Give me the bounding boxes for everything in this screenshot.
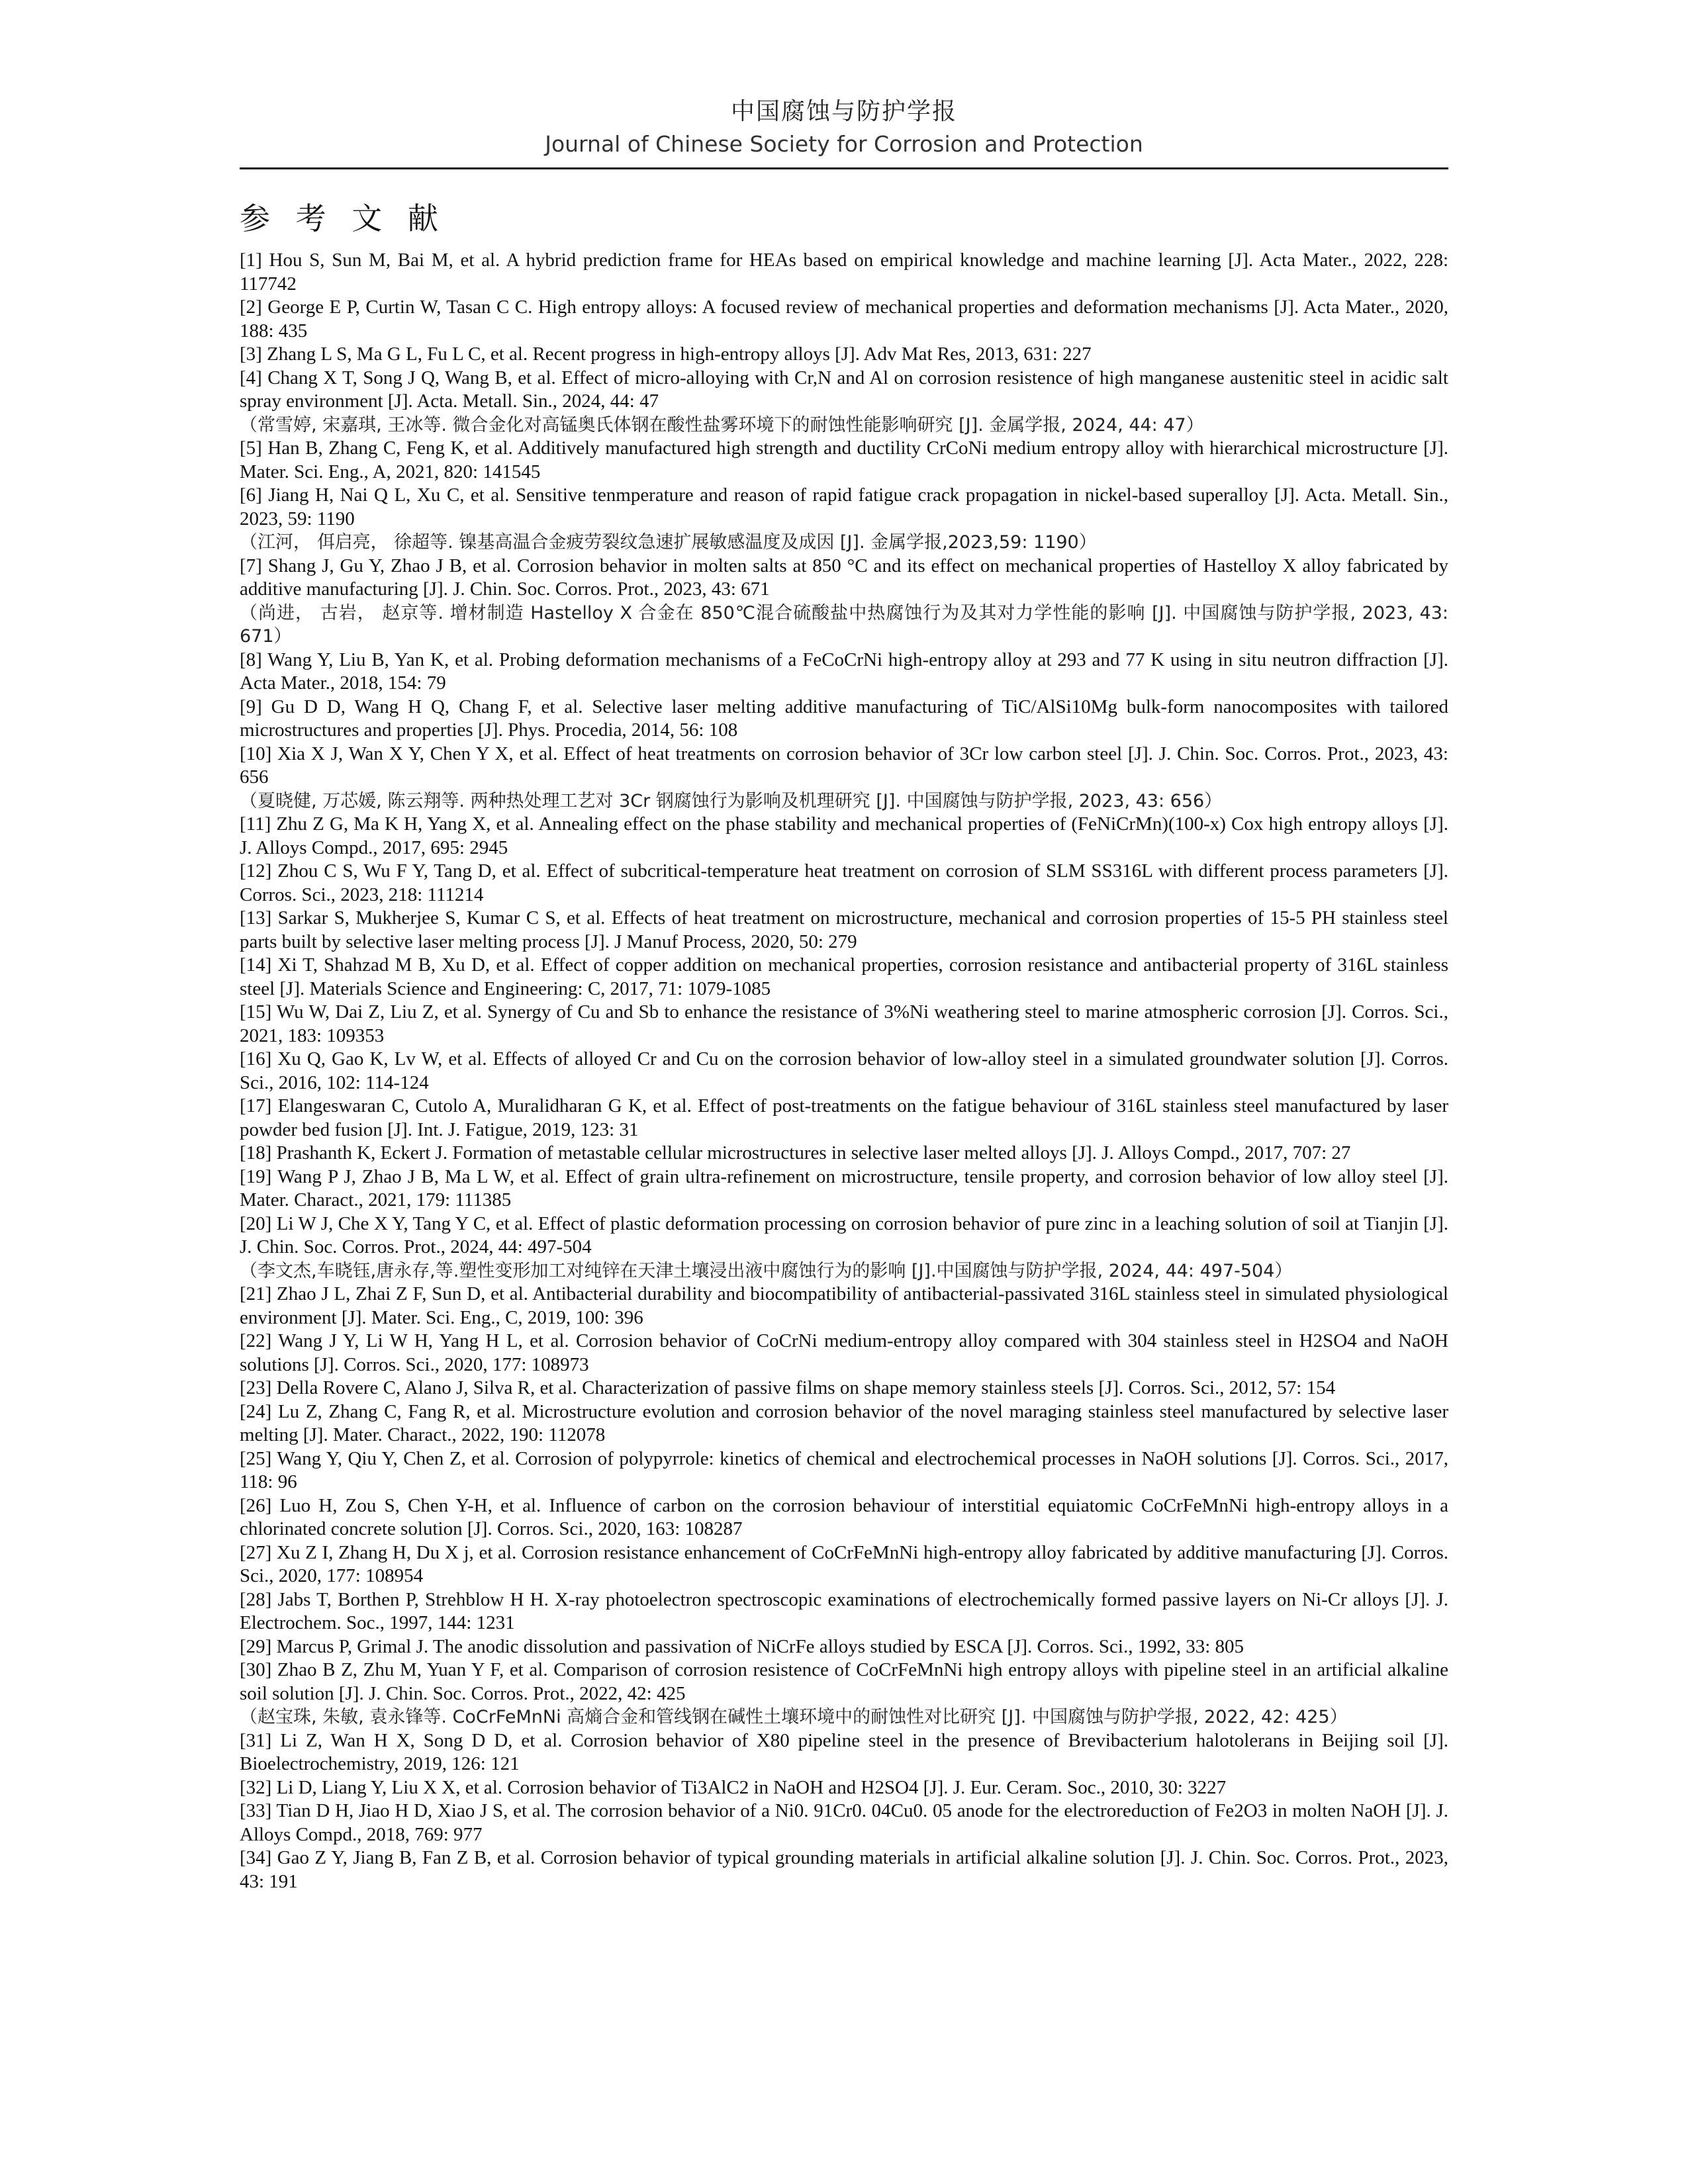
- reference-entry: [34] Gao Z Y, Jiang B, Fan Z B, et al. Corrosion behavior of typical grounding materials in artificial alkaline solution [J]. J. Chin. Soc. Corros. Prot., 2023, 43: 191: [240, 1847, 1448, 1892]
- reference-entry: [8] Wang Y, Liu B, Yan K, et al. Probing deformation mechanisms of a FeCoCrNi high-entropy alloy at 293 and 77 K using in situ neutron diffraction [J]. Acta Mater., 2018, 154: 79: [240, 649, 1448, 694]
- reference-translation: （江河， 佴启亮， 徐超等. 镍基高温合金疲劳裂纹急速扩展敏感温度及成因 [J]. 金属学报,2023,59: 1190）: [240, 532, 1097, 553]
- reference-entry: [28] Jabs T, Borthen P, Strehblow H H. X-ray photoelectron spectroscopic examinations of electrochemically formed passive layers on Ni-Cr alloys [J]. J. Electrochem. Soc., 1997, 144: 1231: [240, 1588, 1448, 1633]
- reference-entry: [7] Shang J, Gu Y, Zhao J B, et al. Corrosion behavior in molten salts at 850 °C and its effect on mechanical properties of Hastelloy X alloy fabricated by additive manufacturing [J]. J. Chin. Soc. Corros. Prot., 2023, 43: 671: [240, 555, 1448, 600]
- reference-entry: [17] Elangeswaran C, Cutolo A, Muralidharan G K, et al. Effect of post-treatments on the fatigue behaviour of 316L stainless steel manufactured by laser powder bed fusion [J]. Int. J. Fatigue, 2019, 123: 31: [240, 1095, 1448, 1140]
- reference-entry: [22] Wang J Y, Li W H, Yang H L, et al. Corrosion behavior of CoCrNi medium-entropy alloy compared with 304 stainless steel in H2SO4 and NaOH solutions [J]. Corros. Sci., 2020, 177: 108973: [240, 1330, 1448, 1375]
- reference-entry: [23] Della Rovere C, Alano J, Silva R, et al. Characterization of passive films on shape memory stainless steels [J]. Corros. Sci., 2012, 57: 154: [240, 1377, 1336, 1398]
- journal-title-en: Journal of Chinese Society for Corrosion and Protection: [545, 131, 1143, 157]
- reference-entry: [4] Chang X T, Song J Q, Wang B, et al. Effect of micro-alloying with Cr,N and Al on corrosion resistence of high manganese austenitic steel in acidic salt spray environment [J]. Acta. Metall. Sin., 2024, 44: 47: [240, 367, 1448, 412]
- running-header: [240, 97, 1448, 159]
- reference-entry: [14] Xi T, Shahzad M B, Xu D, et al. Effect of copper addition on mechanical properties, corrosion resistance and antibacterial property of 316L stainless steel [J]. Materials Science and Engineering: C, 2017, 71: 1079-1085: [240, 954, 1448, 999]
- reference-entry: [13] Sarkar S, Mukherjee S, Kumar C S, et al. Effects of heat treatment on microstructure, mechanical and corrosion properties of 15-5 PH stainless steel parts built by selective laser melting process [J]. J Manuf Process, 2020, 50: 279: [240, 907, 1448, 952]
- reference-translation: （夏晓健, 万芯媛, 陈云翔等. 两种热处理工艺对 3Cr 钢腐蚀行为影响及机理研究 [J]. 中国腐蚀与防护学报, 2023, 43: 656）: [240, 790, 1223, 811]
- reference-entry: [16] Xu Q, Gao K, Lv W, et al. Effects of alloyed Cr and Cu on the corrosion behavior of low-alloy steel in a simulated groundwater solution [J]. Corros. Sci., 2016, 102: 114-124: [240, 1048, 1448, 1093]
- reference-entry: [12] Zhou C S, Wu F Y, Tang D, et al. Effect of subcritical-temperature heat treatment on corrosion of SLM SS316L with different process parameters [J]. Corros. Sci., 2023, 218: 111214: [240, 860, 1448, 905]
- reference-entry: [32] Li D, Liang Y, Liu X X, et al. Corrosion behavior of Ti3AlC2 in NaOH and H2SO4 [J]. J. Eur. Ceram. Soc., 2010, 30: 3227: [240, 1776, 1227, 1798]
- reference-translation: （赵宝珠, 朱敏, 袁永锋等. CoCrFeMnNi 高熵合金和管线钢在碱性土壤环境中的耐蚀性对比研究 [J]. 中国腐蚀与防护学报, 2022, 42: 425）: [240, 1707, 1348, 1727]
- reference-translation: （李文杰,车晓钰,唐永存,等.塑性变形加工对纯锌在天津土壤浸出液中腐蚀行为的影响 [J].中国腐蚀与防护学报, 2024, 44: 497-504）: [240, 1260, 1293, 1281]
- reference-entry: [24] Lu Z, Zhang C, Fang R, et al. Microstructure evolution and corrosion behavior of the novel maraging stainless steel manufactured by selective laser melting [J]. Mater. Charact., 2022, 190: 112078: [240, 1400, 1448, 1445]
- reference-entry: [26] Luo H, Zou S, Chen Y-H, et al. Influence of carbon on the corrosion behaviour of interstitial equiatomic CoCrFeMnNi high-entropy alloys in a chlorinated concrete solution [J]. Corros. Sci., 2020, 163: 108287: [240, 1494, 1448, 1539]
- reference-entry: [25] Wang Y, Qiu Y, Chen Z, et al. Corrosion of polypyrrole: kinetics of chemical and electrochemical processes in NaOH solutions [J]. Corros. Sci., 2017, 118: 96: [240, 1447, 1448, 1492]
- reference-entry: [18] Prashanth K, Eckert J. Formation of metastable cellular microstructures in selective laser melted alloys [J]. J. Alloys Compd., 2017, 707: 27: [240, 1142, 1351, 1163]
- reference-entry: [11] Zhu Z G, Ma K H, Yang X, et al. Annealing effect on the phase stability and mechanical properties of (FeNiCrMn)(100-x) Cox high entropy alloys [J]. J. Alloys Compd., 2017, 695: 2945: [240, 813, 1448, 858]
- reference-list: [240, 249, 1448, 1893]
- reference-entry: [10] Xia X J, Wan X Y, Chen Y X, et al. Effect of heat treatments on corrosion behavior of 3Cr low carbon steel [J]. J. Chin. Soc. Corros. Prot., 2023, 43: 656: [240, 743, 1448, 788]
- reference-entry: [19] Wang P J, Zhao J B, Ma L W, et al. Effect of grain ultra-refinement on microstructure, tensile property, and corrosion behavior of low alloy steel [J]. Mater. Charact., 2021, 179: 111385: [240, 1165, 1448, 1210]
- reference-entry: [6] Jiang H, Nai Q L, Xu C, et al. Sensitive tenmperature and reason of rapid fatigue crack propagation in nickel-based superalloy [J]. Acta. Metall. Sin., 2023, 59: 1190: [240, 484, 1448, 529]
- reference-entry: [2] George E P, Curtin W, Tasan C C. High entropy alloys: A focused review of mechanical properties and deformation mechanisms [J]. Acta Mater., 2020, 188: 435: [240, 296, 1448, 341]
- reference-translation: （常雪婷, 宋嘉琪, 王冰等. 微合金化对高锰奥氏体钢在酸性盐雾环境下的耐蚀性能影响研究 [J]. 金属学报, 2024, 44: 47）: [240, 414, 1204, 435]
- reference-entry: [5] Han B, Zhang C, Feng K, et al. Additively manufactured high strength and ductility CrCoNi medium entropy alloy with hierarchical microstructure [J]. Mater. Sci. Eng., A, 2021, 820: 141545: [240, 437, 1448, 482]
- header-rule: [240, 167, 1448, 169]
- reference-entry: [15] Wu W, Dai Z, Liu Z, et al. Synergy of Cu and Sb to enhance the resistance of 3%Ni weathering steel to marine atmospheric corrosion [J]. Corros. Sci., 2021, 183: 109353: [240, 1001, 1448, 1046]
- reference-entry: [33] Tian D H, Jiao H D, Xiao J S, et al. The corrosion behavior of a Ni0. 91Cr0. 04Cu0. 05 anode for the electroreduction of Fe2O3 in molten NaOH [J]. J. Alloys Compd., 2018, 769: 977: [240, 1800, 1448, 1845]
- journal-title-cn: 中国腐蚀与防护学报: [730, 98, 957, 125]
- section-title: 参 考 文 献: [240, 201, 446, 236]
- reference-entry: [29] Marcus P, Grimal J. The anodic dissolution and passivation of NiCrFe alloys studied by ESCA [J]. Corros. Sci., 1992, 33: 805: [240, 1635, 1244, 1657]
- reference-entry: [31] Li Z, Wan H X, Song D D, et al. Corrosion behavior of X80 pipeline steel in the presence of Brevibacterium halotolerans in Beijing soil [J]. Bioelectrochemistry, 2019, 126: 121: [240, 1729, 1448, 1774]
- reference-entry: [30] Zhao B Z, Zhu M, Yuan Y F, et al. Comparison of corrosion resistence of CoCrFeMnNi high entropy alloys with pipeline steel in an artificial alkaline soil solution [J]. J. Chin. Soc. Corros. Prot., 2022, 42: 425: [240, 1659, 1448, 1704]
- reference-entry: [3] Zhang L S, Ma G L, Fu L C, et al. Recent progress in high-entropy alloys [J]. Adv Mat Res, 2013, 631: 227: [240, 343, 1092, 365]
- reference-translation: （尚进， 古岩， 赵京等. 增材制造 Hastelloy X 合金在 850℃混合硫酸盐中热腐蚀行为及其对力学性能的影响 [J]. 中国腐蚀与防护学报, 2023, 43: 671）: [240, 602, 1448, 647]
- reference-entry: [1] Hou S, Sun M, Bai M, et al. A hybrid prediction frame for HEAs based on empirical knowledge and machine learning [J]. Acta Mater., 2022, 228: 117742: [240, 250, 1448, 295]
- reference-entry: [21] Zhao J L, Zhai Z F, Sun D, et al. Antibacterial durability and biocompatibility of antibacterial-passivated 316L stainless steel in simulated physiological environment [J]. Mater. Sci. Eng., C, 2019, 100: 396: [240, 1283, 1448, 1328]
- reference-entry: [20] Li W J, Che X Y, Tang Y C, et al. Effect of plastic deformation processing on corrosion behavior of pure zinc in a leaching solution of soil at Tianjin [J]. J. Chin. Soc. Corros. Prot., 2024, 44: 497-504: [240, 1212, 1448, 1257]
- reference-entry: [9] Gu D D, Wang H Q, Chang F, et al. Selective laser melting additive manufacturing of TiC/AlSi10Mg bulk-form nanocomposites with tailored microstructures and properties [J]. Phys. Procedia, 2014, 56: 108: [240, 696, 1448, 741]
- reference-entry: [27] Xu Z I, Zhang H, Du X j, et al. Corrosion resistance enhancement of CoCrFeMnNi high-entropy alloy fabricated by additive manufacturing [J]. Corros. Sci., 2020, 177: 108954: [240, 1541, 1448, 1586]
